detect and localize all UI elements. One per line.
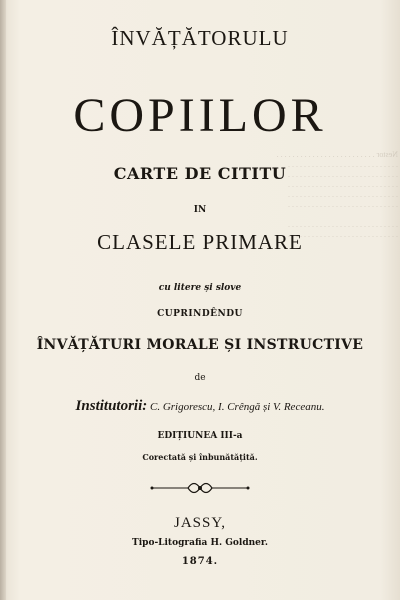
teachings-heading: ÎNVĂȚĂTURI MORALE ȘI INSTRUCTIVE [36,337,364,353]
classes-heading: CLASELE PRIMARE [97,230,303,254]
bleed-through-text: Nestor . . . . . . . . . . . . . . . . . . . . . . . . . . . . . . . . . . . . . . . . . . . . . . . . . . . . . . . . . . . . . . . . . . . . . . . . . . . . . . . . . . . . . . . . . . . . . . . . . . . . . . . . . . . . . . . . . . . . . . . . . . . . . . . . . . . . . . . . . . . . . . . . . . . . . . . . . . . . . . . . . . . . . . . . . . . . . . . . . . . . . . . . . . . . . . . . . . . . . . . . . . . . . . . . . . . . . . . . . . . . . [276,150,398,239]
containing-label: CUPRINDÊNDU [157,309,243,319]
authors-names: C. Grigorescu, I. Crêngă și V. Receanu. [150,401,325,413]
authors-lead: Institutorii: [75,398,148,414]
imprint-place: JASSY, [173,515,226,531]
imprint-year: 1874. [181,556,219,567]
connector-in: IN [193,205,207,215]
imprint-printer: Tipo-Litografia H. Goldner. [132,538,268,548]
fleuron-ornament-icon [148,481,252,495]
edition-label: EDIȚIUNEA III-a [157,431,243,441]
subtitle: CARTE DE CITITU [113,164,287,183]
title-line-1: ÎNVĂȚĂTORULU [111,26,289,50]
edition-note: Corectată și înbunătățită. [142,452,258,462]
by-label: de [194,373,206,383]
authors-line [0,398,400,415]
title-line-2: COPIILOR [73,89,327,142]
letters-note: cu litere și slove [158,283,242,293]
